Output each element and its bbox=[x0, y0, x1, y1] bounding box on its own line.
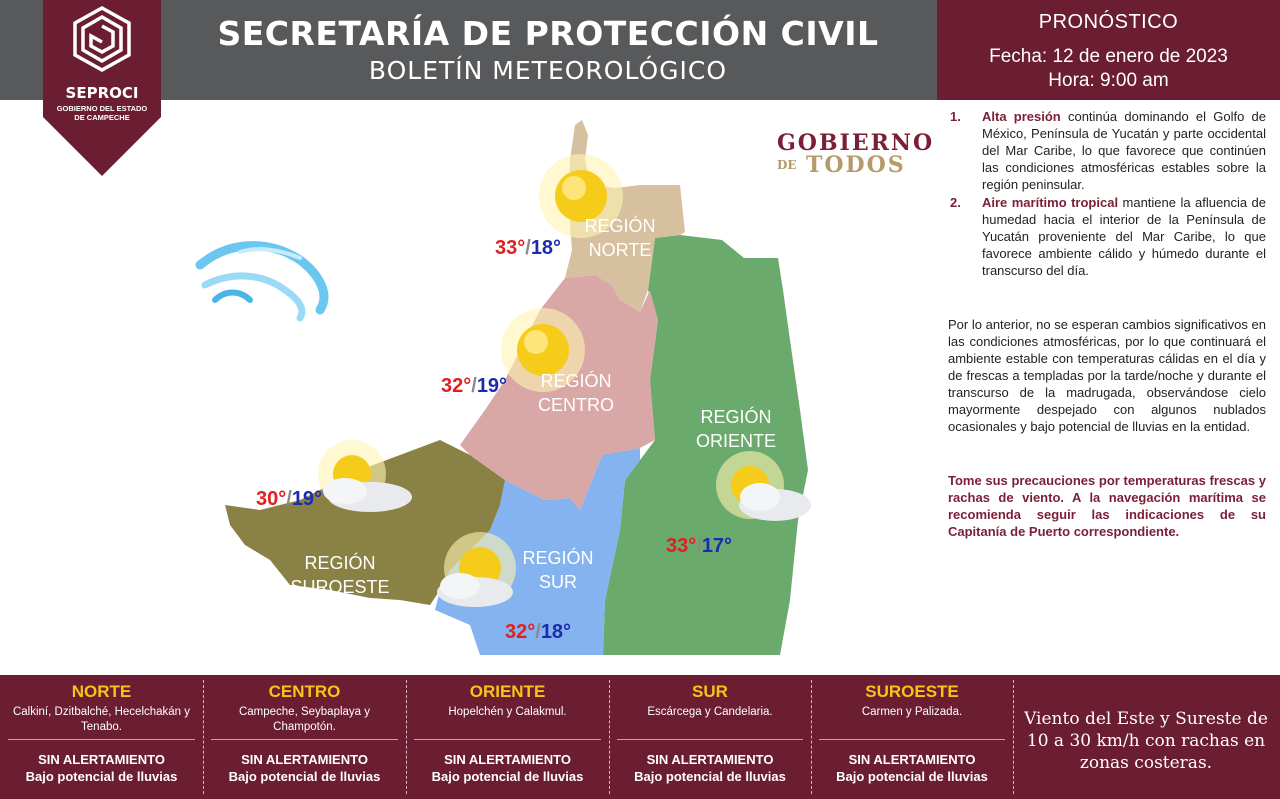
summary-norte: NORTE Calkiní, Dzitbalché, Hecelchakán y Tenabo. SIN ALERTAMIENTO Bajo potencial de lluvias bbox=[0, 675, 203, 799]
region-label-sur: REGIÓN SUR bbox=[522, 548, 594, 592]
wind-icon bbox=[200, 246, 324, 318]
column-divider bbox=[203, 680, 204, 794]
column-divider bbox=[811, 680, 812, 794]
temp-oriente: 33°/17° bbox=[666, 535, 733, 557]
page-title: SECRETARÍA DE PROTECCIÓN CIVIL bbox=[217, 14, 879, 53]
region-label-suroeste: REGIÓN SUROESTE bbox=[290, 553, 390, 597]
region-label-centro: REGIÓN CENTRO bbox=[538, 371, 614, 415]
forecast-paragraph: Por lo anterior, no se esperan cambios significativos en las condiciones atmosféricas, por lo que continuará el ambiente estable con temperaturas cálidas en el día y de frescas a templadas por la tarde/noche y durante el transcurso de la madrugada, observándose cielo mayormente despejado con algunos nublados ocasionales y bajo potencial de lluvias en la entidad. bbox=[948, 317, 1266, 434]
region-label-oriente: REGIÓN ORIENTE bbox=[695, 407, 776, 451]
forecast-item-1: 1. Alta presión continúa dominando el Golfo de México, Península de Yucatán y parte occidental del Mar Caribe, lo que favorece que continúen las condiciones atmosféricas estables sobre la región peninsular. bbox=[950, 109, 1267, 192]
page-subtitle: BOLETÍN METEOROLÓGICO bbox=[368, 56, 728, 85]
region-label-norte: REGIÓN NORTE bbox=[584, 216, 656, 260]
temp-norte: 33°/18° bbox=[495, 237, 562, 259]
summary-centro: CENTRO Campeche, Seybaplaya y Champotón. SIN ALERTAMIENTO Bajo potencial de lluvias bbox=[203, 675, 406, 799]
logo-subtitle: GOBIERNO DEL ESTADO DE CAMPECHE bbox=[56, 104, 148, 122]
forecast-date: Fecha: 12 de enero de 2023 bbox=[989, 46, 1228, 67]
caution-text: Tome sus precauciones por temperaturas frescas y rachas de viento. A la navegación marítima se recomienda seguir las indicaciones de su Capitanía de Puerto correspondiente. bbox=[948, 473, 1266, 539]
wind-forecast: Viento del Este y Sureste de 10 a 30 km/h con rachas en zonas costeras. bbox=[1024, 709, 1268, 773]
column-divider bbox=[406, 680, 407, 794]
summary-oriente: ORIENTE Hopelchén y Calakmul. SIN ALERTAMIENTO Bajo potencial de lluvias bbox=[406, 675, 609, 799]
summary-suroeste: SUROESTE Carmen y Palizada. SIN ALERTAMIENTO Bajo potencial de lluvias bbox=[811, 675, 1013, 799]
forecast-box bbox=[937, 0, 1280, 100]
gobierno-de-todos-logo: GOBIERNO DE TODOS bbox=[777, 130, 935, 178]
temp-suroeste: 30°/19° bbox=[256, 488, 323, 510]
forecast-item-2: 2. Aire marítimo tropical mantiene la afluencia de humedad hacia el interior de la Península de Yucatán proveniente del Mar Caribe, lo que favorece ambiente cálido y húmedo durante el transcurso del día. bbox=[950, 195, 1266, 278]
temp-centro: 32°/19° bbox=[441, 375, 508, 397]
forecast-text-panel bbox=[948, 108, 1266, 540]
forecast-label: PRONÓSTICO bbox=[1038, 11, 1179, 33]
logo-name: SEPROCI bbox=[65, 84, 139, 102]
temp-sur: 32°/18° bbox=[505, 621, 572, 643]
forecast-time: Hora: 9:00 am bbox=[1048, 70, 1169, 91]
summary-sur: SUR Escárcega y Candelaria. SIN ALERTAMIENTO Bajo potencial de lluvias bbox=[609, 675, 811, 799]
column-divider bbox=[1013, 680, 1014, 794]
column-divider bbox=[609, 680, 610, 794]
